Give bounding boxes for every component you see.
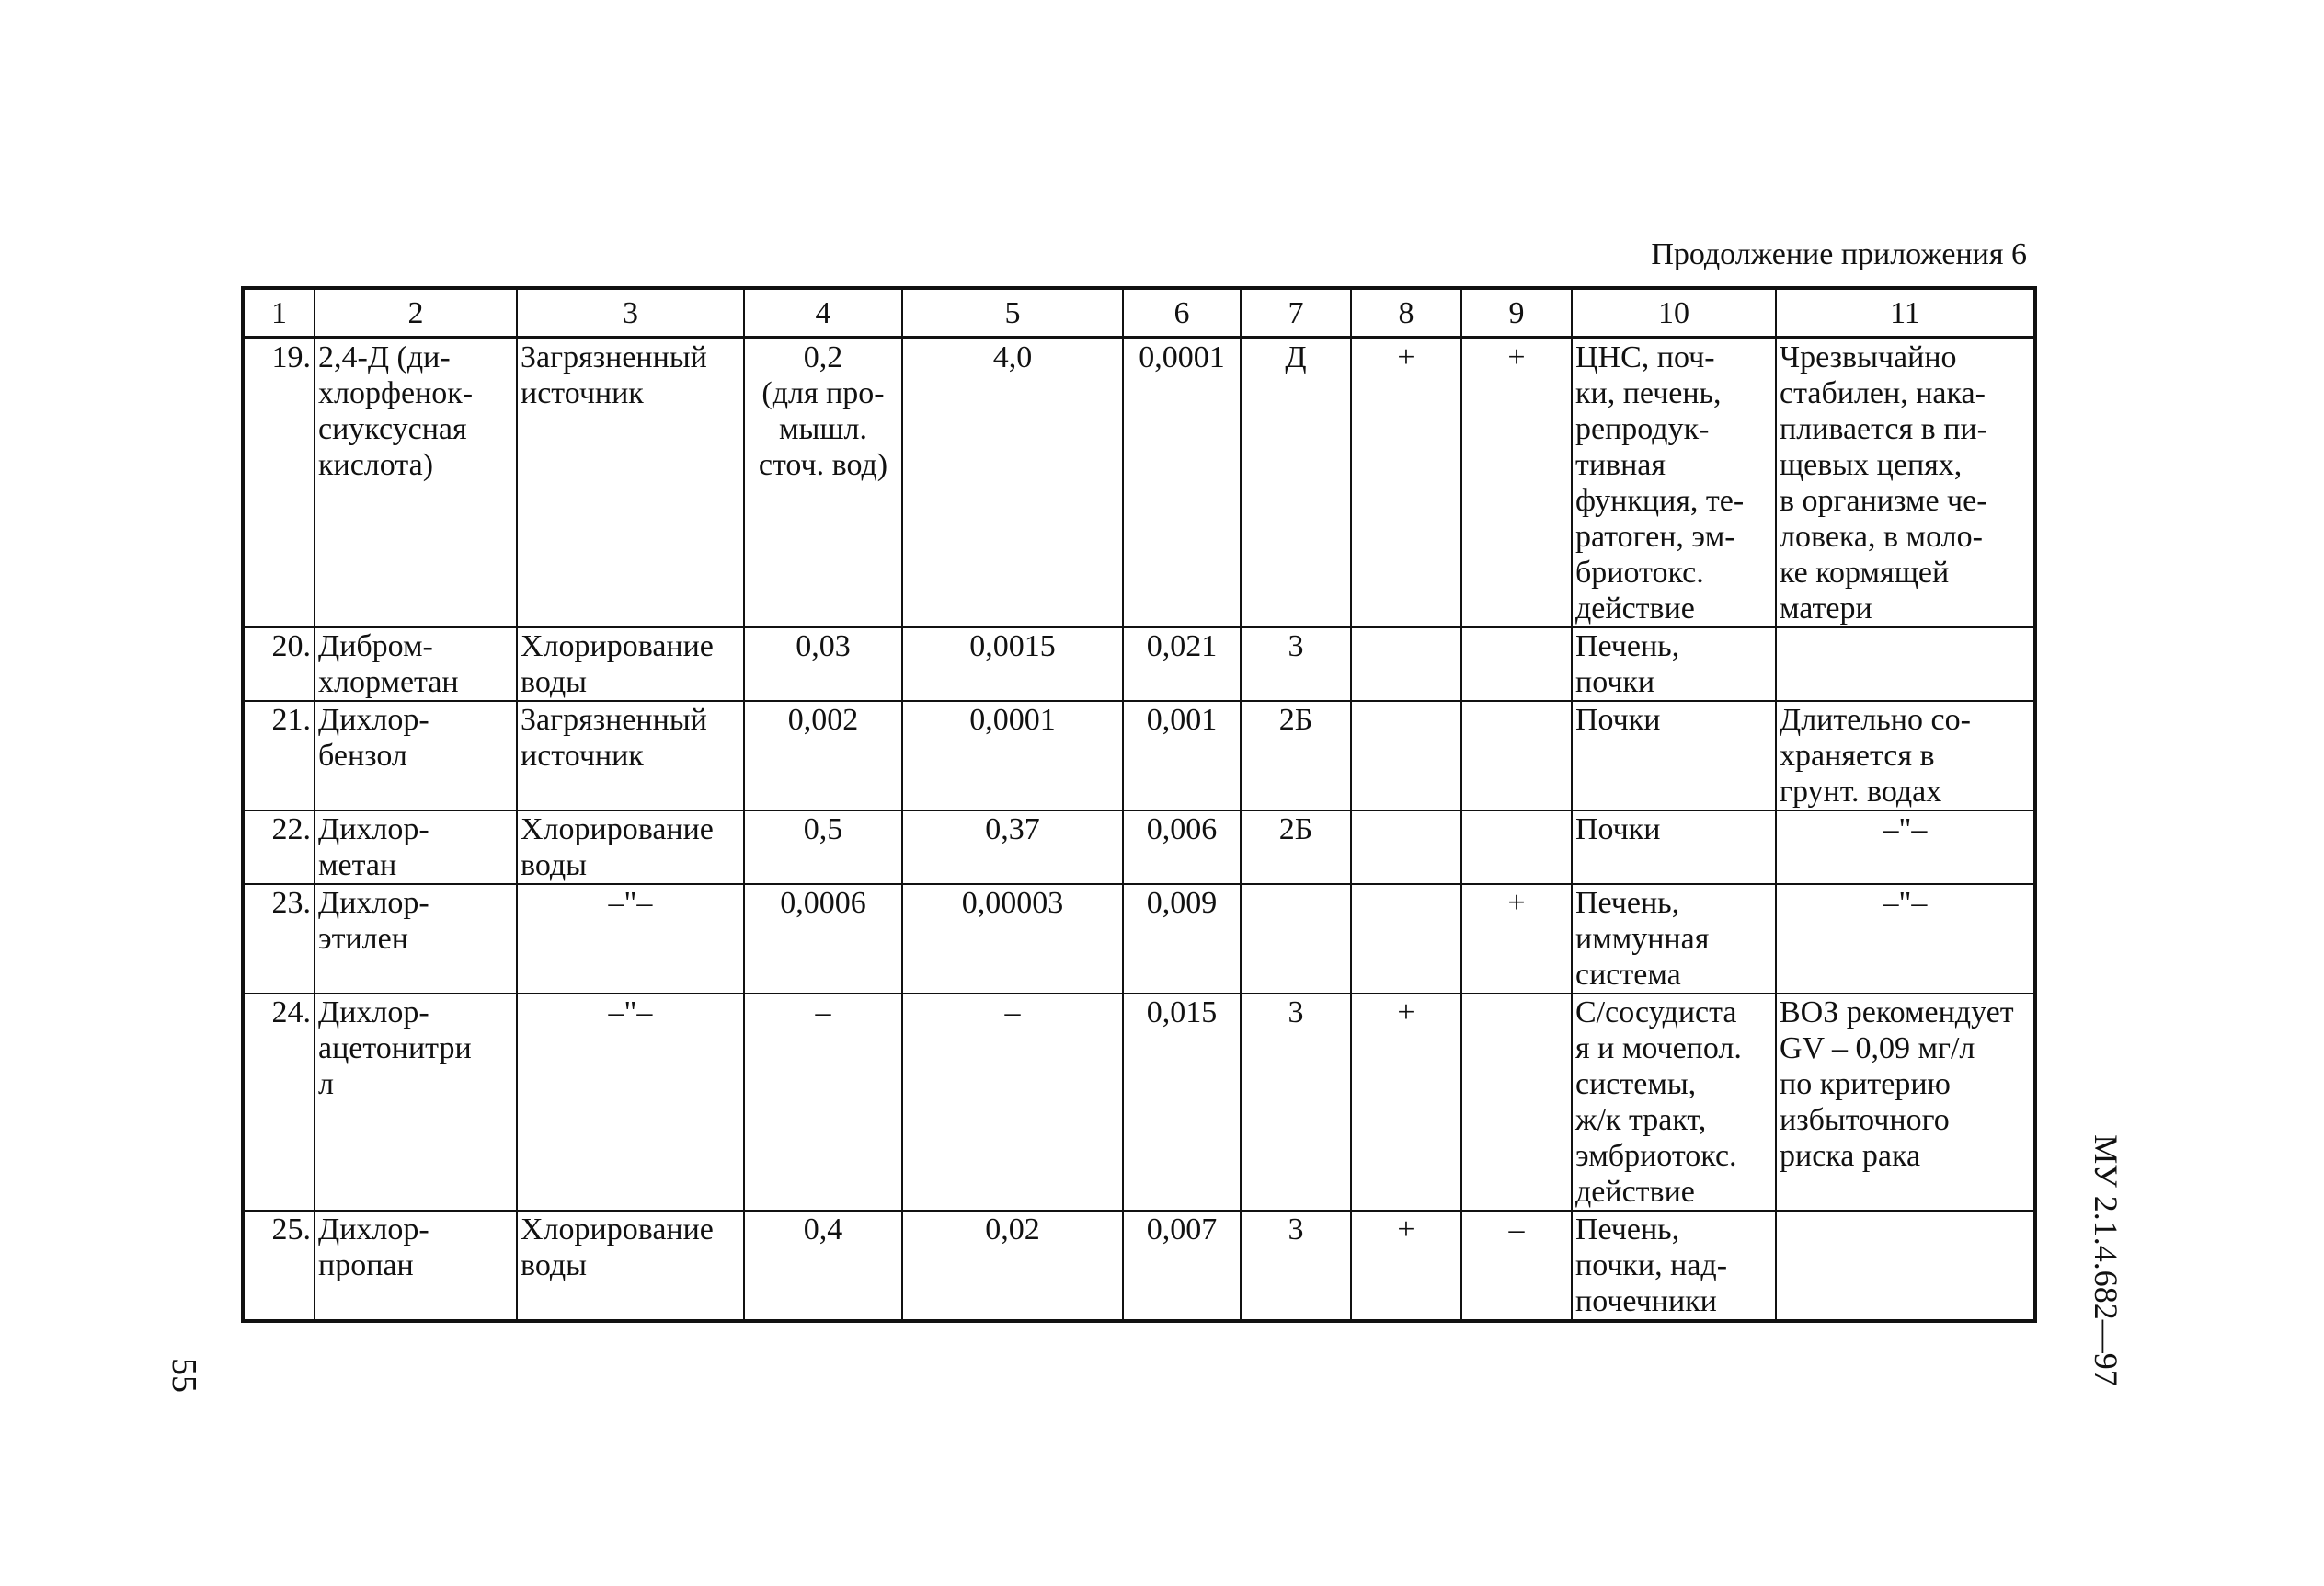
col-header: 4 (744, 288, 902, 338)
row-number (243, 338, 315, 627)
source-cell-text: Хлорирование воды (521, 812, 714, 882)
substance-name (315, 1211, 517, 1321)
col5-cell-text: 0,0001 (969, 703, 1056, 737)
table-row (243, 627, 2035, 701)
row-number (243, 810, 315, 884)
col6-cell-text: 0,001 (1146, 703, 1218, 737)
col11-cell (1776, 1211, 2035, 1321)
col9-cell (1461, 884, 1572, 994)
col11-cell-text: –"– (1883, 812, 1928, 846)
row-number (243, 994, 315, 1211)
col9-cell-text: + (1507, 886, 1526, 920)
source-cell (517, 884, 744, 994)
col11-cell (1776, 701, 2035, 810)
col9-cell (1461, 1211, 1572, 1321)
substance-name-text: Дихлор- этилен (318, 886, 429, 956)
col5-cell-text: 4,0 (992, 340, 1033, 374)
col8-cell (1351, 701, 1461, 810)
col5-cell-text: 0,37 (985, 812, 1040, 846)
col8-cell (1351, 338, 1461, 627)
col6-cell (1123, 810, 1241, 884)
col5-cell-text: 0,02 (985, 1212, 1040, 1247)
col5-cell-text: 0,0015 (969, 629, 1056, 663)
col6-cell-text: 0,015 (1146, 995, 1218, 1029)
row-number (243, 627, 315, 701)
row-number-text: 25. (271, 1212, 311, 1247)
substance-name-text: 2,4-Д (ди- хлорфенок- сиуксусная кислота) (318, 340, 474, 482)
col8-cell-text: + (1397, 340, 1415, 374)
col8-cell (1351, 1211, 1461, 1321)
col9-cell (1461, 338, 1572, 627)
col6-cell-text: 0,006 (1146, 812, 1218, 846)
col6-cell (1123, 884, 1241, 994)
row-number (243, 701, 315, 810)
col4-cell-text: 0,002 (787, 703, 859, 737)
col10-cell-text: Печень, почки (1575, 629, 1680, 699)
source-cell-text: Загрязненный источник (521, 703, 707, 773)
col11-cell-text: ВОЗ рекомендует GV – 0,09 мг/л по критерию избыточного риска рака (1780, 995, 2014, 1173)
col6-cell-text: 0,007 (1146, 1212, 1218, 1247)
table-row (243, 701, 2035, 810)
col11-cell (1776, 994, 2035, 1211)
substance-name-text: Дихлор- бензол (318, 703, 429, 773)
substance-name-text: Дибром- хлорметан (318, 629, 459, 699)
table-row (243, 810, 2035, 884)
col9-cell (1461, 627, 1572, 701)
col7-cell-text: 2Б (1278, 703, 1313, 737)
col9-cell (1461, 810, 1572, 884)
col5-cell (902, 884, 1123, 994)
row-number (243, 884, 315, 994)
col10-cell-text: Печень, иммунная система (1575, 886, 1710, 992)
col10-cell (1572, 884, 1776, 994)
col-header: 7 (1241, 288, 1351, 338)
source-cell-text: Загрязненный источник (521, 340, 707, 410)
substance-name (315, 627, 517, 701)
col-header: 8 (1351, 288, 1461, 338)
col11-cell (1776, 884, 2035, 994)
table-row (243, 338, 2035, 627)
col7-cell-text: 3 (1288, 1212, 1304, 1247)
col8-cell (1351, 627, 1461, 701)
source-cell (517, 1211, 744, 1321)
col-header: 10 (1572, 288, 1776, 338)
col6-cell (1123, 1211, 1241, 1321)
col7-cell (1241, 1211, 1351, 1321)
row-number (243, 1211, 315, 1321)
row-number-text: 22. (271, 812, 311, 846)
col4-cell-text: 0,5 (803, 812, 843, 846)
col10-cell (1572, 810, 1776, 884)
source-cell (517, 701, 744, 810)
col5-cell-text: 0,00003 (961, 886, 1064, 920)
source-cell (517, 338, 744, 627)
col4-cell-text: 0,03 (796, 629, 851, 663)
col8-cell (1351, 884, 1461, 994)
col-header: 9 (1461, 288, 1572, 338)
col7-cell-text: 3 (1288, 629, 1304, 663)
row-number-text: 23. (271, 886, 311, 920)
source-cell-text: –"– (608, 995, 653, 1029)
col11-cell (1776, 338, 2035, 627)
col7-cell (1241, 884, 1351, 994)
substance-name (315, 994, 517, 1211)
col5-cell (902, 701, 1123, 810)
col5-cell (902, 994, 1123, 1211)
col5-cell (902, 627, 1123, 701)
col6-cell-text: 0,009 (1146, 886, 1218, 920)
col-header: 6 (1123, 288, 1241, 338)
substance-name (315, 701, 517, 810)
col-header: 3 (517, 288, 744, 338)
col11-cell-text: –"– (1883, 886, 1928, 920)
col10-cell (1572, 1211, 1776, 1321)
col8-cell (1351, 810, 1461, 884)
col4-cell (744, 884, 902, 994)
col11-cell-text: Длительно со- храняется в грунт. водах (1780, 703, 1971, 809)
col4-cell-text: 0,0006 (780, 886, 866, 920)
col7-cell (1241, 627, 1351, 701)
table-row (243, 1211, 2035, 1321)
substance-name-text: Дихлор- ацетонитри л (318, 995, 472, 1101)
col11-cell (1776, 810, 2035, 884)
col4-cell (744, 627, 902, 701)
document-code-text: МУ 2.1.4.682—97 (2088, 1134, 2124, 1386)
table-header-row (243, 288, 2035, 338)
col6-cell-text: 0,021 (1146, 629, 1218, 663)
source-cell (517, 810, 744, 884)
col4-cell (744, 701, 902, 810)
col6-cell (1123, 701, 1241, 810)
row-number-text: 20. (271, 629, 311, 663)
row-number-text: 19. (271, 340, 311, 374)
appendix-table (241, 286, 2037, 1323)
continuation-caption: Продолжение приложения 6 (1651, 237, 2027, 271)
page-number-text: 55 (165, 1358, 203, 1393)
col7-cell (1241, 810, 1351, 884)
substance-name-text: Дихлор- метан (318, 812, 429, 882)
col9-cell (1461, 701, 1572, 810)
col8-cell-text: + (1397, 1212, 1415, 1247)
col4-cell (744, 338, 902, 627)
col4-cell (744, 994, 902, 1211)
source-cell-text: Хлорирование воды (521, 629, 714, 699)
col6-cell (1123, 627, 1241, 701)
col9-cell-text: – (1508, 1212, 1525, 1247)
col10-cell-text: Почки (1575, 703, 1661, 737)
col10-cell-text: Почки (1575, 812, 1661, 846)
col8-cell-text: + (1397, 995, 1415, 1029)
source-cell-text: –"– (608, 886, 653, 920)
col7-cell-text: Д (1285, 340, 1307, 374)
col6-cell-text: 0,0001 (1139, 340, 1225, 374)
col4-cell-text: 0,2 (для про- мышл. сточ. вод) (758, 340, 888, 482)
col10-cell-text: Печень, почки, над- почечники (1575, 1212, 1728, 1318)
col-header: 5 (902, 288, 1123, 338)
col7-cell (1241, 994, 1351, 1211)
col7-cell (1241, 338, 1351, 627)
col10-cell (1572, 701, 1776, 810)
col4-cell (744, 810, 902, 884)
source-cell (517, 627, 744, 701)
col7-cell-text: 3 (1288, 995, 1304, 1029)
table-row (243, 994, 2035, 1211)
col4-cell-text: 0,4 (803, 1212, 843, 1247)
col10-cell (1572, 994, 1776, 1211)
col-header: 2 (315, 288, 517, 338)
document-code (2088, 1122, 2124, 1398)
col11-cell (1776, 627, 2035, 701)
source-cell (517, 994, 744, 1211)
col6-cell (1123, 994, 1241, 1211)
col11-cell-text: Чрезвычайно стабилен, нака- пливается в пи- щевых цепях, в организме че- ловека, в моло- ке кормящей матери (1780, 340, 1987, 626)
col10-cell (1572, 627, 1776, 701)
col9-cell-text: + (1507, 340, 1526, 374)
substance-name-text: Дихлор- пропан (318, 1212, 429, 1282)
col6-cell (1123, 338, 1241, 627)
col-header: 11 (1776, 288, 2035, 338)
col9-cell (1461, 994, 1572, 1211)
source-cell-text: Хлорирование воды (521, 1212, 714, 1282)
col10-cell-text: ЦНС, поч- ки, печень, репродук- тивная функция, те- ратоген, эм- бриотокс. действие (1575, 340, 1745, 626)
row-number-text: 21. (271, 703, 311, 737)
row-number-text: 24. (271, 995, 311, 1029)
col-header: 1 (243, 288, 315, 338)
col5-cell (902, 810, 1123, 884)
col7-cell (1241, 701, 1351, 810)
col5-cell-text: – (1004, 995, 1021, 1029)
substance-name (315, 884, 517, 994)
col5-cell (902, 1211, 1123, 1321)
substance-name (315, 338, 517, 627)
col4-cell (744, 1211, 902, 1321)
col8-cell (1351, 994, 1461, 1211)
substance-name (315, 810, 517, 884)
col4-cell-text: – (815, 995, 831, 1029)
col5-cell (902, 338, 1123, 627)
col7-cell-text: 2Б (1278, 812, 1313, 846)
table-row (243, 884, 2035, 994)
col10-cell-text: С/сосудиста я и мочепол. системы, ж/к тракт, эмбриотокс. действие (1575, 995, 1742, 1209)
col10-cell (1572, 338, 1776, 627)
page-number (166, 1348, 202, 1403)
